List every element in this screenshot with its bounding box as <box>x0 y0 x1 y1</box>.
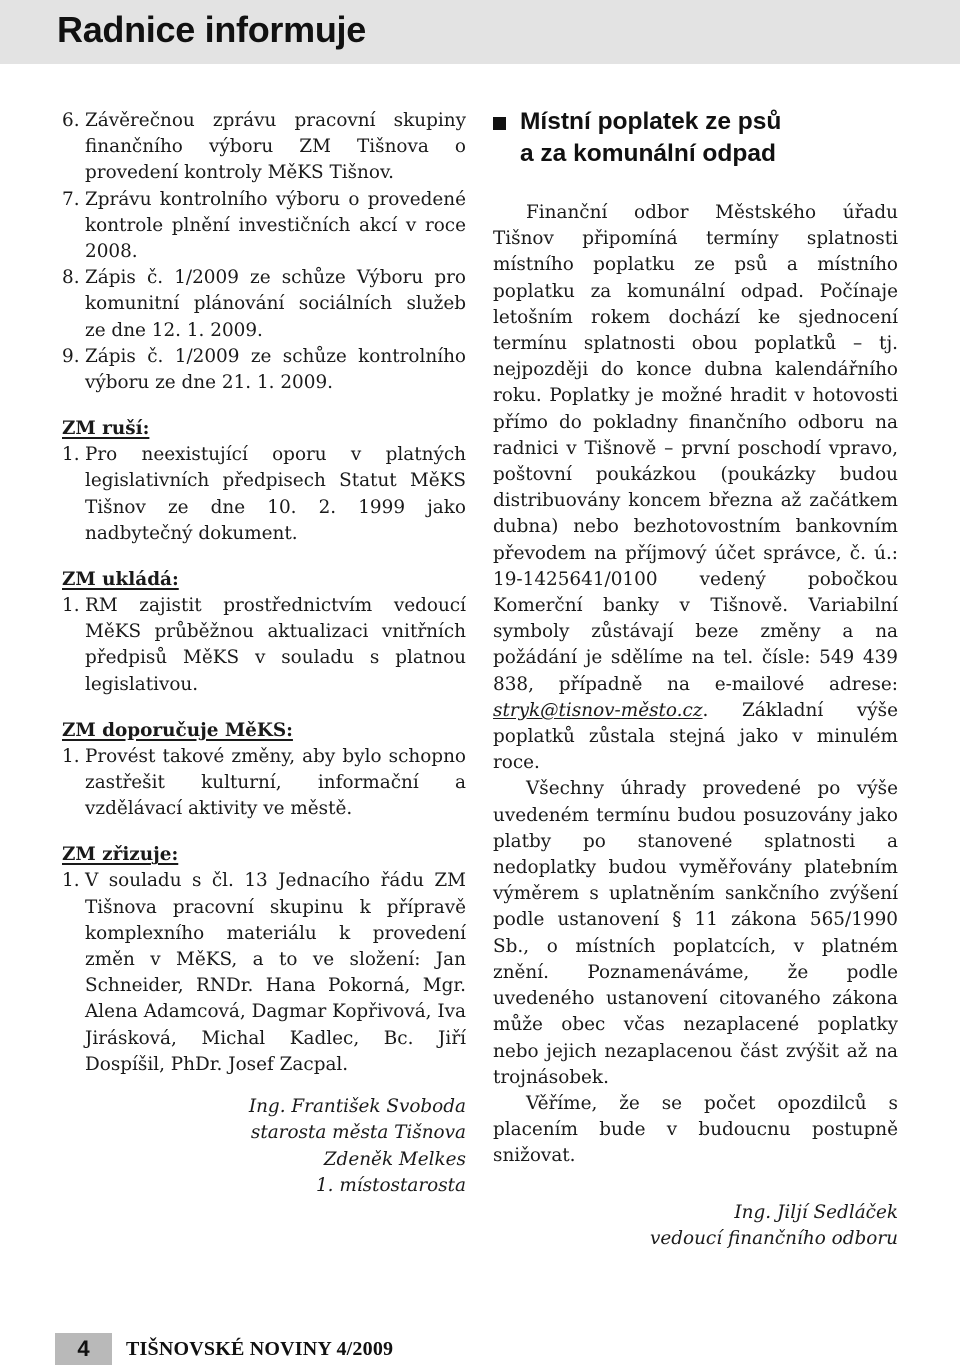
list-item <box>62 868 466 1078</box>
paragraph <box>493 200 898 776</box>
page-number: 4 <box>55 1333 112 1365</box>
list-item <box>62 265 466 344</box>
item-number: 9. <box>62 345 80 367</box>
signature-line: starosta města Tišnova <box>250 1122 466 1144</box>
header-band <box>0 0 960 64</box>
section-heading-rusi: ZM ruší: <box>62 418 150 440</box>
signature-line: Zdeněk Melkes <box>323 1148 466 1170</box>
page-footer <box>55 1333 393 1365</box>
signature-line: 1. místostarosta <box>315 1174 466 1196</box>
list-item <box>62 744 466 823</box>
list-item <box>62 442 466 547</box>
item-number: 1. <box>62 595 80 617</box>
paragraph-text: . Základní výše poplatků zůstala stejná jako v minulém roce. <box>493 699 898 774</box>
signature-line: Ing. František Svoboda <box>248 1096 466 1118</box>
item-text: RM zajistit prostřednictvím vedoucí MěKS průběžnou aktualizaci vnitřních předpisů MěKS v souladu s platnou legislativou. <box>85 595 466 695</box>
article-heading-line: a za komunální odpad <box>520 140 776 167</box>
publication-name: TIŠNOVSKÉ NOVINY 4/2009 <box>126 1337 394 1360</box>
item-text: Zápis č. 1/2009 ze schůze Výboru pro komunitní plánování sociálních služeb ze dne 12. 1. 2009. <box>85 267 466 341</box>
article-body <box>493 200 898 1170</box>
square-bullet-icon <box>493 117 506 130</box>
signature-line: Ing. Jiljí Sedláček <box>734 1201 898 1223</box>
section-heading-zrizuje: ZM zřizuje: <box>62 844 179 866</box>
item-number: 1. <box>62 870 80 892</box>
item-number: 1. <box>62 745 80 767</box>
article-heading <box>493 106 898 170</box>
item-text: Provést takové změny, aby bylo schopno zastřešit kulturní, informační a vzdělávací aktivity ve městě. <box>85 745 466 820</box>
item-text: Zprávu kontrolního výboru o provedené kontrole plnění investičních akcí v roce 2008. <box>85 188 466 263</box>
list-item <box>62 593 466 698</box>
section-heading-doporucuje: ZM doporučuje MěKS: <box>62 719 293 741</box>
paragraph: Všechny úhrady provedené po výše uvedeném termínu budou posuzovány jako platby po stanovené splatnosti a nedoplatky budou vyměřovány platebním výměrem s uplatněním sankčního zvýšení podle ustanovení § 11 zákona 565/1990 Sb., o místních poplatcích, v platném znění. Poznamenáváme, že podle uvedeného ustanovení citovaného zákona může obec včas nezaplacené poplatky nebo jejich nezaplacenou část zvýšit až na trojnásobek. <box>493 778 898 1088</box>
item-text: Zápis č. 1/2009 ze schůze kontrolního výboru ze dne 21. 1. 2009. <box>85 345 466 394</box>
item-text: Pro neexistující oporu v platných legislativních předpisech Statut MěKS Tišnov ze dne 10. 2. 1999 jako nadbytečný dokument. <box>85 444 466 544</box>
signature-line: vedoucí finančního odboru <box>649 1227 898 1249</box>
item-text: Závěrečnou zprávu pracovní skupiny finančního výboru ZM Tišnova o provedení kontroly MěKS Tišnov. <box>85 110 466 184</box>
item-number: 7. <box>62 188 80 210</box>
list-item <box>62 108 466 187</box>
email-link[interactable]: stryk@tisnov-město.cz <box>493 699 703 721</box>
article-heading-line: Místní poplatek ze psů <box>520 108 782 135</box>
signature-block <box>493 1200 898 1252</box>
signature-block <box>62 1094 466 1199</box>
left-column <box>62 108 466 1199</box>
paragraph-text: Finanční odbor Městského úřadu Tišnov připomíná termíny splatnosti místního poplatku ze psů a místního poplatku za komunální odpad. Počínaje letošním rokem dochází ke sjednocení termínu splatnosti obou poplatků – tj. nejpozději do konce dubna kalendářního roku. Poplatky je možné hradit v hotovosti přímo do pokladny finančního odboru na radnici v Tišnově – první poschodí vpravo, poštovní poukázkou (poukázky budou distribuovány koncem března až začátkem dubna) nebo bezhotovostním bankovním převodem na příjmový účet správce, č. ú.: 19-1425641/0100 vedený pobočkou Komerční banky v Tišnově. Variabilní symboly zůstávají beze změny a na požádání je sdělíme na tel. čísle: 549 439 838, případně na e-mailové adrese: <box>493 202 898 695</box>
list-item <box>62 344 466 396</box>
item-text: V souladu s čl. 13 Jednacího řádu ZM Tišnova pracovní skupinu k přípravě komplexního materiálu k provedení změn v MěKS, a to ve složení: Jan Schneider, RNDr. Hana Pokorná, Mgr. Alena Adamcová, Dagmar Kopřivová, Iva Jirásková, Michal Kadlec, Bc. Jiří Dospíšil, PhDr. Josef Zacpal. <box>85 870 466 1075</box>
page-title: Radnice informuje <box>57 9 366 50</box>
item-number: 1. <box>62 444 80 466</box>
item-number: 6. <box>62 110 80 131</box>
section-heading-uklada: ZM ukládá: <box>62 569 179 591</box>
list-item <box>62 187 466 266</box>
paragraph: Věříme, že se počet opozdilců s placením bude v budoucnu postupně snižovat. <box>493 1092 898 1167</box>
item-number: 8. <box>62 267 80 289</box>
right-column <box>493 108 898 1252</box>
